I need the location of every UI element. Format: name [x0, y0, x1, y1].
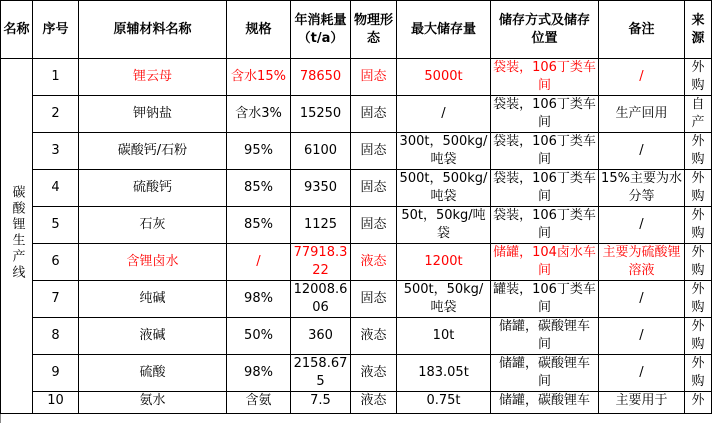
table-row	[1, 281, 712, 318]
cell-note: /	[599, 281, 685, 318]
cell-source: 外购	[685, 318, 712, 355]
cell-storage-location: 储罐，碳酸锂车间	[491, 318, 599, 355]
cell-physical-state: 液态	[351, 392, 397, 414]
cell-physical-state: 液态	[351, 355, 397, 392]
cell-max-storage: 10t	[397, 318, 491, 355]
cell-max-storage: 500t，500kg/吨袋	[397, 170, 491, 207]
cell-spec: /	[227, 244, 291, 281]
cell-row-number: 10	[33, 392, 79, 414]
header-no: 序号	[33, 1, 79, 59]
table-row	[1, 170, 712, 207]
cell-spec: 含水15%	[227, 59, 291, 96]
cell-row-number: 6	[33, 244, 79, 281]
cell-note: 主要为硫酸锂溶液	[599, 244, 685, 281]
cell-spec: 98%	[227, 281, 291, 318]
cell-annual-consumption: 1125	[291, 207, 351, 244]
cell-spec: 85%	[227, 207, 291, 244]
cell-storage-location: 袋装，106丁类车间	[491, 207, 599, 244]
cell-material-name: 石灰	[79, 207, 227, 244]
cell-note: /	[599, 207, 685, 244]
cell-material-name: 锂云母	[79, 59, 227, 96]
cell-source: 外购	[685, 207, 712, 244]
cell-material-name: 硫酸钙	[79, 170, 227, 207]
table-row	[1, 59, 712, 96]
header-material: 原辅材料名称	[79, 1, 227, 59]
cell-material-name: 纯碱	[79, 281, 227, 318]
table-row	[1, 133, 712, 170]
cell-spec: 95%	[227, 133, 291, 170]
cell-material-name: 碳酸钙/石粉	[79, 133, 227, 170]
cell-annual-consumption: 77918.322	[291, 244, 351, 281]
cell-annual-consumption: 360	[291, 318, 351, 355]
cell-material-name: 硫酸	[79, 355, 227, 392]
cell-material-name: 氨水	[79, 392, 227, 414]
cell-max-storage: 0.75t	[397, 392, 491, 414]
table-row	[1, 207, 712, 244]
header-source: 来源	[685, 1, 712, 59]
cell-spec: 50%	[227, 318, 291, 355]
cell-storage-location: 储罐，104卤水车间	[491, 244, 599, 281]
cell-storage-location: 袋装，106丁类车间	[491, 59, 599, 96]
cell-physical-state: 固态	[351, 59, 397, 96]
cell-annual-consumption: 2158.675	[291, 355, 351, 392]
header-spec: 规格	[227, 1, 291, 59]
cell-row-number: 1	[33, 59, 79, 96]
cell-max-storage: 1200t	[397, 244, 491, 281]
header-consumption: 年消耗量（t/a）	[291, 1, 351, 59]
cell-physical-state: 固态	[351, 281, 397, 318]
cell-note: /	[599, 318, 685, 355]
cell-max-storage: 5000t	[397, 59, 491, 96]
cell-row-number: 3	[33, 133, 79, 170]
cell-note: 生产回用	[599, 96, 685, 133]
cell-max-storage: 300t，500kg/吨袋	[397, 133, 491, 170]
cell-physical-state: 固态	[351, 96, 397, 133]
cell-source: 外购	[685, 133, 712, 170]
header-state: 物理形态	[351, 1, 397, 59]
cell-material-name: 钾钠盐	[79, 96, 227, 133]
cell-storage-location: 袋装，106丁类车间	[491, 170, 599, 207]
table-row	[1, 392, 712, 414]
header-row	[1, 1, 712, 59]
cell-note: 主要用于	[599, 392, 685, 414]
cell-material-name: 含锂卤水	[79, 244, 227, 281]
cell-max-storage: /	[397, 96, 491, 133]
cell-annual-consumption: 12008.606	[291, 281, 351, 318]
cell-row-number: 7	[33, 281, 79, 318]
cell-source: 外	[685, 392, 712, 414]
cell-storage-location: 袋装，106丁类车间	[491, 96, 599, 133]
cell-row-number: 2	[33, 96, 79, 133]
cell-storage-location: 储罐，碳酸锂车间	[491, 355, 599, 392]
cell-annual-consumption: 9350	[291, 170, 351, 207]
table-row	[1, 244, 712, 281]
cell-max-storage: 50t，50kg/吨袋	[397, 207, 491, 244]
cell-storage-location: 袋装，106丁类车间	[491, 133, 599, 170]
cell-source: 外购	[685, 59, 712, 96]
table-row	[1, 355, 712, 392]
cell-spec: 含氨	[227, 392, 291, 414]
cell-spec: 98%	[227, 355, 291, 392]
table-row	[1, 318, 712, 355]
cell-max-storage: 500t，50kg/吨袋	[397, 281, 491, 318]
cell-row-number: 8	[33, 318, 79, 355]
cell-physical-state: 液态	[351, 244, 397, 281]
cell-row-number: 5	[33, 207, 79, 244]
cell-spec: 含水3%	[227, 96, 291, 133]
cell-storage-location: 储罐，碳酸锂车	[491, 392, 599, 414]
cell-annual-consumption: 78650	[291, 59, 351, 96]
cell-annual-consumption: 15250	[291, 96, 351, 133]
cell-note: /	[599, 59, 685, 96]
cell-physical-state: 液态	[351, 318, 397, 355]
cell-source: 外购	[685, 355, 712, 392]
cell-spec: 85%	[227, 170, 291, 207]
cell-material-name: 液碱	[79, 318, 227, 355]
cell-source: 外购	[685, 244, 712, 281]
cell-source: 外购	[685, 170, 712, 207]
cell-physical-state: 固态	[351, 170, 397, 207]
cell-physical-state: 固态	[351, 207, 397, 244]
cell-annual-consumption: 6100	[291, 133, 351, 170]
cell-source: 外购	[685, 281, 712, 318]
header-note: 备注	[599, 1, 685, 59]
header-storage: 储存方式及储存位置	[491, 1, 599, 59]
cell-annual-consumption: 7.5	[291, 392, 351, 414]
cell-note: 15%主要为水分等	[599, 170, 685, 207]
cell-storage-location: 罐装，106丁类车间	[491, 281, 599, 318]
cell-max-storage: 183.05t	[397, 355, 491, 392]
header-max-storage: 最大储存量	[397, 1, 491, 59]
cell-row-number: 4	[33, 170, 79, 207]
cell-row-number: 9	[33, 355, 79, 392]
cell-note: /	[599, 355, 685, 392]
table-row	[1, 96, 712, 133]
cell-note: /	[599, 133, 685, 170]
header-name: 名称	[1, 1, 33, 59]
cell-source: 自产	[685, 96, 712, 133]
group-label	[1, 59, 33, 414]
cell-physical-state: 固态	[351, 133, 397, 170]
group-label-text: 碳酸锂生产线	[9, 185, 25, 281]
